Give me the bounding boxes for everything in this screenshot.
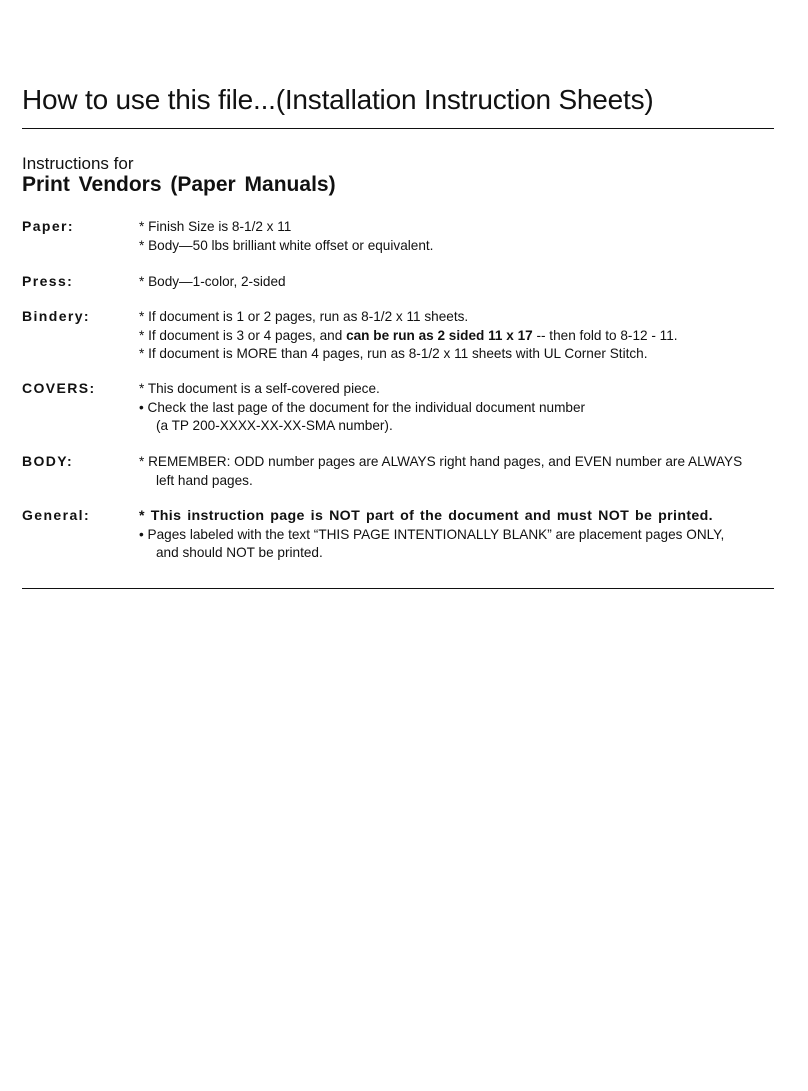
bottom-divider <box>22 588 774 589</box>
section-label-general: General: <box>22 507 90 523</box>
covers-line-1: * This document is a self-covered piece. <box>139 381 380 396</box>
instructions-subtitle: Instructions for <box>22 154 134 173</box>
section-lines-bindery <box>139 308 782 364</box>
bindery-line-2-pre: * If document is 3 or 4 pages, and <box>139 327 347 343</box>
section-lines-covers <box>139 380 782 436</box>
body-line-1: * REMEMBER: ODD number pages are ALWAYS right hand pages, and EVEN number are ALWAYS <box>139 454 743 469</box>
press-line-1: * Body—1-color, 2-sided <box>139 274 286 289</box>
paper-line-1: * Finish Size is 8-1/2 x 11 <box>139 219 292 234</box>
paper-line-2: * Body—50 lbs brilliant white offset or equivalent. <box>139 237 434 253</box>
bindery-line-3: * If document is MORE than 4 pages, run as 8-1/2 x 11 sheets with UL Corner Stitch. <box>139 346 648 361</box>
section-lines-press <box>139 273 782 292</box>
general-line-3: and should NOT be printed. <box>156 545 323 560</box>
covers-line-3: (a TP 200-XXXX-XX-XX-SMA number). <box>156 418 393 433</box>
section-lines-paper <box>139 218 782 255</box>
page-title: How to use this file...(Installation Instruction Sheets) <box>22 84 654 115</box>
top-divider <box>22 128 774 129</box>
section-lines-general <box>139 507 782 563</box>
bindery-line-2-bold: can be run as 2 sided 11 x 17 <box>346 327 533 343</box>
section-label-body: BODY: <box>22 453 74 469</box>
section-label-press: Press: <box>22 273 74 289</box>
section-label-paper: Paper: <box>22 218 74 234</box>
instructions-heading: Print Vendors (Paper Manuals) <box>22 173 336 196</box>
general-line-2: • Pages labeled with the text “THIS PAGE INTENTIONALLY BLANK” are placement pages ONLY, <box>139 526 725 542</box>
bindery-line-2 <box>139 327 782 346</box>
covers-line-2: • Check the last page of the document for the individual document number <box>139 399 586 415</box>
bindery-line-2-post: -- then fold to 8-12 - 11. <box>532 327 678 343</box>
general-line-1: * This instruction page is NOT part of the document and must NOT be printed. <box>139 508 713 524</box>
section-label-bindery: Bindery: <box>22 308 90 324</box>
section-label-covers: COVERS: <box>22 380 96 396</box>
section-lines-body <box>139 453 782 490</box>
bindery-line-1: * If document is 1 or 2 pages, run as 8-1/2 x 11 sheets. <box>139 309 469 324</box>
body-line-2: left hand pages. <box>156 472 253 488</box>
